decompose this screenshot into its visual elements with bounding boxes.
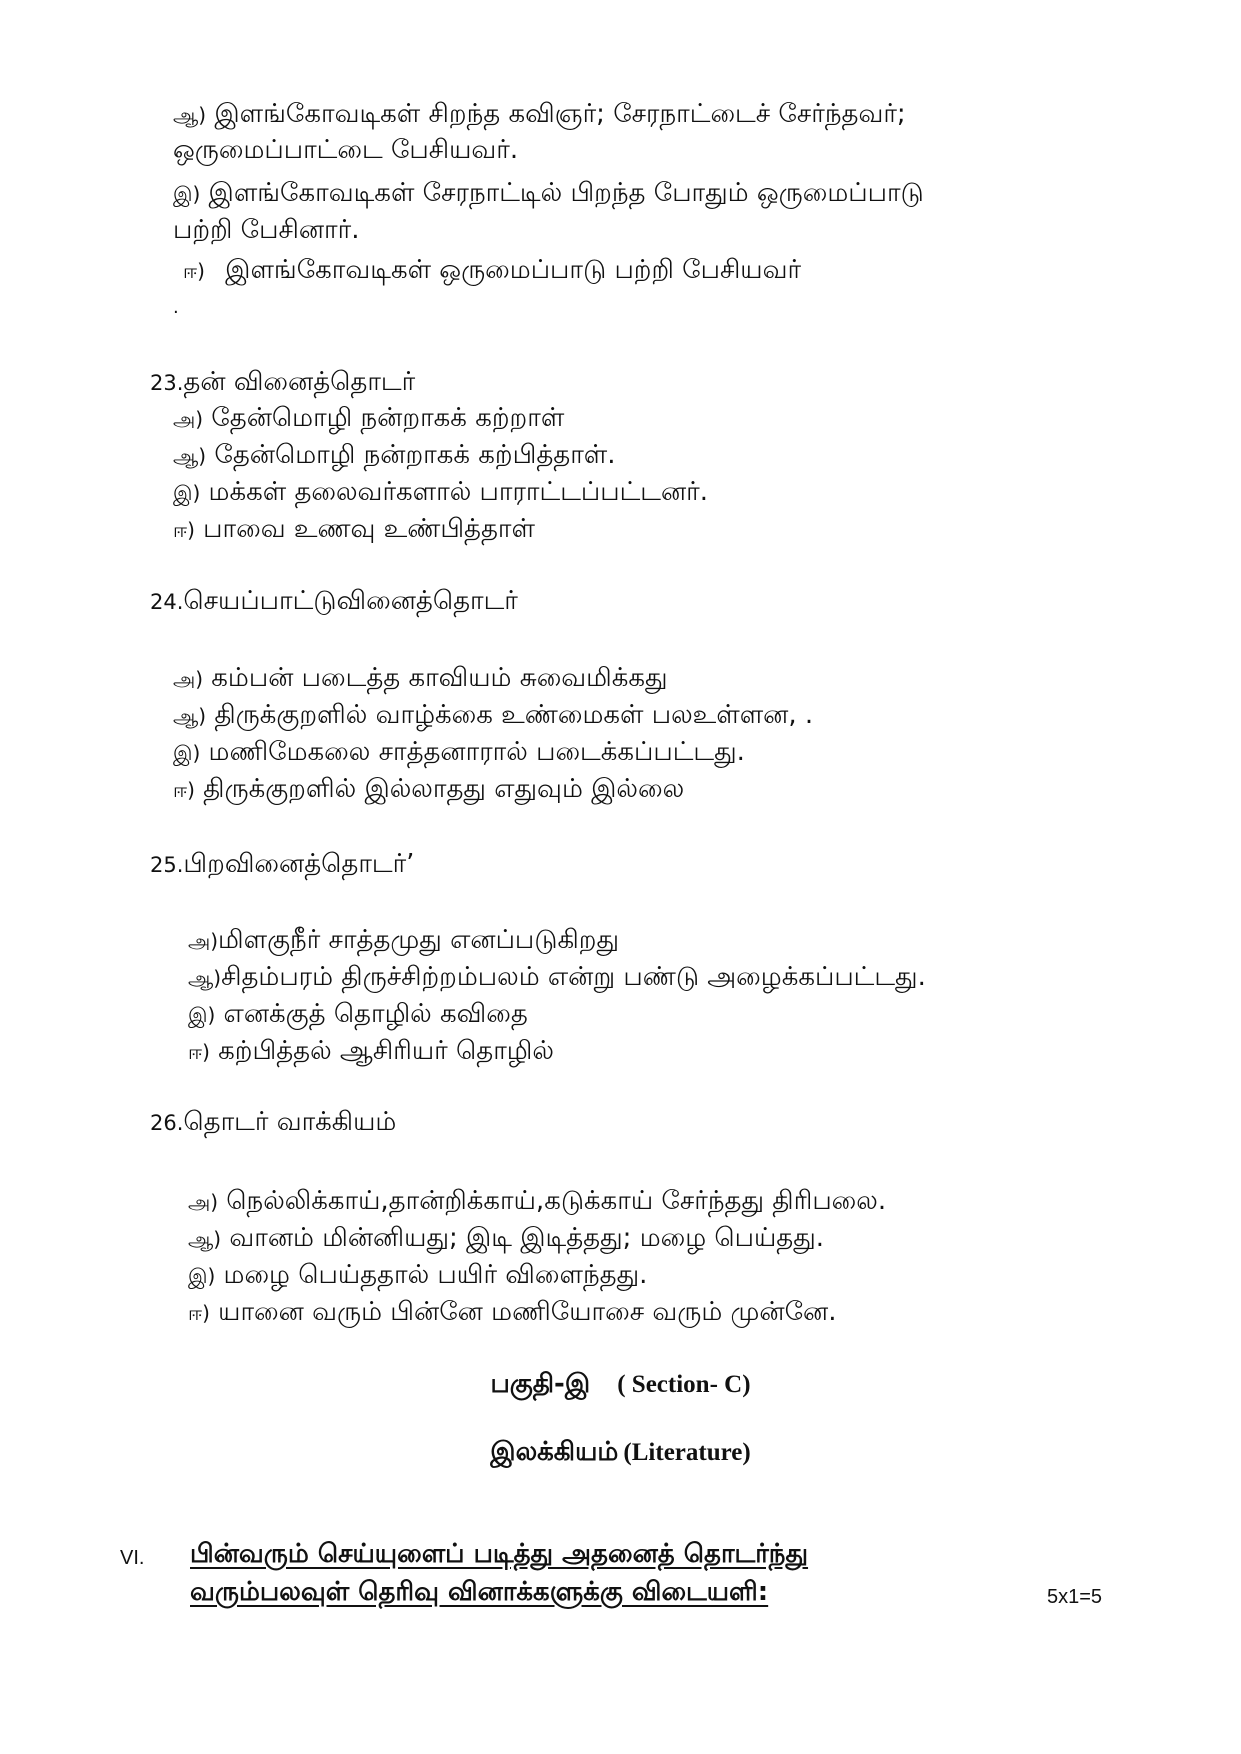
option-text: பாவை உணவு உண்பித்தாள் [203,514,535,544]
question-title: செயப்பாட்டுவினைத்தொடர் [183,586,518,616]
option-label: ஆ) [173,444,207,468]
q22-option-c-continued: பற்றி பேசினார். [173,215,360,245]
q23-option-d [173,511,535,548]
question-number: 26. [150,1111,184,1135]
option-label: இ) [173,481,201,505]
question-title: பிறவினைத்தொடர்’ [183,849,415,879]
q25-option-a [188,922,619,959]
instruction-marks: 5x1=5 [1047,1586,1103,1608]
option-text: இளங்கோவடிகள் ஒருமைப்பாடு பற்றி பேசியவர் [225,255,802,285]
option-label: ஈ) [173,778,195,802]
option-label: ஈ) [188,1301,210,1325]
q25-option-d [188,1033,554,1070]
option-text: இளங்கோவடிகள் சிறந்த கவிஞர்; சேரநாட்டைச் சேர்ந்தவர்; [214,99,906,129]
option-text: மணிமேகலை சாத்தனாரால் படைக்கப்பட்டது. [208,737,745,767]
q22-option-b [173,96,906,133]
q22-option-d [183,252,801,289]
option-label: ஈ) [173,518,195,542]
question-24-title [150,583,518,620]
option-label: அ) [173,407,204,431]
question-number: 23. [150,371,184,395]
q24-option-a [173,660,668,697]
option-text: வானம் மின்னியது; இடி இடித்தது; மழை பெய்தது. [229,1223,825,1253]
subject-english: (Literature) [623,1439,751,1466]
q24-option-b [173,697,813,734]
question-23-title [150,364,415,401]
option-text: திருக்குறளில் வாழ்க்கை உண்மைகள் பலஉள்ளன, . [214,700,814,730]
option-label: அ) [188,929,219,953]
option-label: ஆ) [173,704,207,728]
q26-option-b [188,1220,824,1257]
question-title: தன் வினைத்தொடர் [183,367,416,397]
q26-option-a [188,1183,886,1220]
option-text: இளங்கோவடிகள் சேரநாட்டில் பிறந்த போதும் ஒருமைப்பாடு [208,178,924,208]
section-heading [0,1364,1241,1407]
q22-option-c [173,175,924,212]
q24-option-d [173,771,684,808]
instruction-number: VI. [120,1547,145,1569]
option-text: யானை வரும் பின்னே மணியோசை வரும் முன்னே. [218,1297,837,1327]
option-text: மிளகுநீர் சாத்தமுது எனப்படுகிறது [218,925,620,955]
instruction-line-2: வரும்பலவுள் தெரிவு வினாக்களுக்கு விடையளி: [190,1577,769,1607]
option-text: மழை பெய்ததால் பயிர் விளைந்தது. [223,1260,648,1290]
q23-option-b [173,437,616,474]
question-26-title [150,1104,396,1141]
question-number: 25. [150,853,184,877]
option-label: இ) [173,741,201,765]
option-text: திருக்குறளில் இல்லாதது எதுவும் இல்லை [203,774,685,804]
option-text: தேன்மொழி நன்றாகக் கற்றாள் [211,403,565,433]
q24-option-c [173,734,745,771]
q25-option-b [188,959,926,996]
option-label: இ) [188,1264,216,1288]
option-text: மக்கள் தலைவர்களால் பாராட்டப்பட்டனர். [208,477,709,507]
q25-option-c [188,996,528,1033]
question-number: 24. [150,590,184,614]
q23-option-a [173,400,564,437]
option-label: ஆ) [173,103,207,127]
instruction-line-1: பின்வரும் செய்யுளைப் படித்து அதனைத் தொடர்ந்து [190,1539,809,1569]
subject-heading [0,1432,1241,1475]
stray-dot: . [173,297,179,318]
q26-option-d [188,1294,837,1331]
option-label: ஆ) [188,1227,222,1251]
option-text: கற்பித்தல் ஆசிரியர் தொழில் [218,1036,554,1066]
option-label: இ) [173,182,201,206]
q22-option-b-continued: ஒருமைப்பாட்டை பேசியவர். [173,135,519,165]
section-part-english: ( Section- C) [617,1371,751,1398]
option-text: நெல்லிக்காய்,தான்றிக்காய்,கடுக்காய் சேர்ந்தது திரிபலை. [226,1186,887,1216]
option-label: ஆ) [188,966,222,990]
section-part-tamil: பகுதி-இ [490,1369,591,1399]
q26-option-c [188,1257,647,1294]
question-title: தொடர் வாக்கியம் [183,1107,397,1137]
option-label: அ) [173,667,204,691]
q23-option-c [173,474,708,511]
option-label: ஈ) [188,1040,210,1064]
option-text: எனக்குத் தொழில் கவிதை [223,999,528,1029]
option-text: தேன்மொழி நன்றாகக் கற்பித்தாள். [214,440,616,470]
question-25-title [150,846,414,883]
option-label: அ) [188,1190,219,1214]
subject-tamil: இலக்கியம் [490,1437,619,1467]
option-label: இ) [188,1003,216,1027]
option-label: ஈ) [183,259,205,283]
option-text: கம்பன் படைத்த காவியம் சுவைமிக்கது [211,663,668,693]
option-text: சிதம்பரம் திருச்சிற்றம்பலம் என்று பண்டு அழைக்கப்பட்டது. [221,962,926,992]
